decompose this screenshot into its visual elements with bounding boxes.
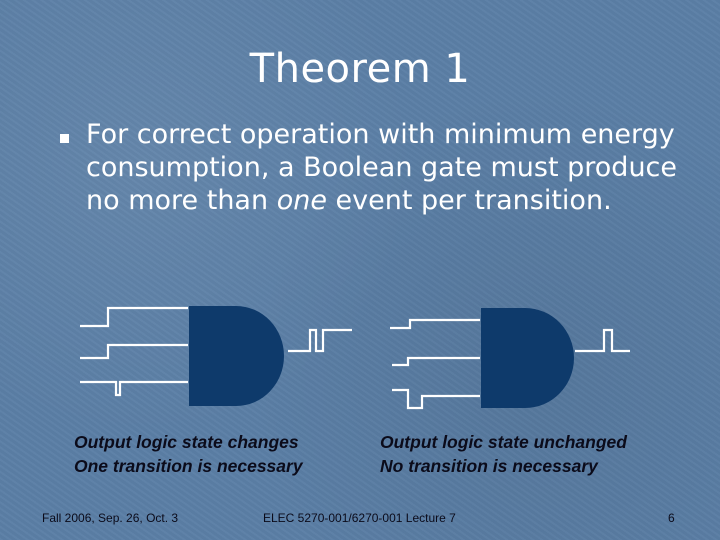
left-caption-line-1: Output logic state changes xyxy=(74,432,299,452)
left-output-waveform xyxy=(288,330,352,351)
right-input-3-waveform xyxy=(392,390,480,408)
footer-date: Fall 2006, Sep. 26, Oct. 3 xyxy=(42,511,179,525)
left-caption-line-2: One transition is necessary xyxy=(74,456,303,476)
right-input-1-waveform xyxy=(390,320,480,328)
bullet-text-start: For correct operation with minimum energy consumption, a Boolean gate must produce no more than xyxy=(86,119,678,216)
slide-title: Theorem 1 xyxy=(249,46,471,92)
bullet-emphasis: one xyxy=(276,185,327,216)
right-caption xyxy=(380,430,627,478)
left-input-2-waveform xyxy=(80,345,188,358)
and-gate-icon-right xyxy=(481,308,574,408)
left-caption xyxy=(74,430,303,478)
right-output-waveform xyxy=(575,330,630,351)
and-gate-icon-left xyxy=(189,306,284,406)
footer-lecture: ELEC 5270-001/6270-001 Lecture 7 xyxy=(263,511,456,525)
footer-page-number: 6 xyxy=(668,511,675,525)
bullet-text-end: event per transition. xyxy=(326,185,612,216)
left-input-1-waveform xyxy=(80,308,188,326)
right-caption-line-1: Output logic state unchanged xyxy=(380,432,627,452)
right-input-2-waveform xyxy=(392,358,480,365)
left-input-3-waveform xyxy=(80,382,188,395)
right-caption-line-2: No transition is necessary xyxy=(380,456,598,476)
